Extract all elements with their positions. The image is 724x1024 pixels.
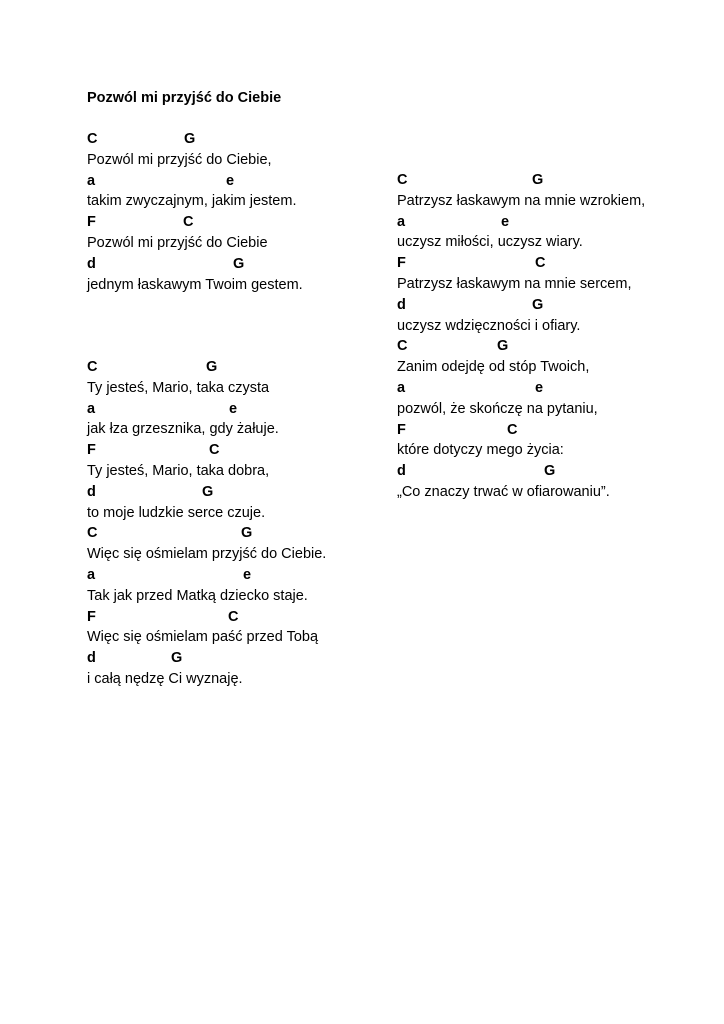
chord-line [397, 420, 645, 441]
lyric-text: Patrzysz łaskawym na mnie wzrokiem, [397, 192, 646, 209]
lyric-text: Więc się ośmielam przyjść do Ciebie. [87, 546, 327, 563]
lyric-line [87, 378, 326, 399]
chord: G [241, 525, 253, 542]
lyric-line [397, 399, 645, 420]
chord: e [229, 400, 238, 417]
lyric-text: Zanim odejdę od stóp Twoich, [397, 359, 590, 376]
chord-line [87, 440, 326, 461]
chord: G [233, 255, 245, 272]
chord: C [87, 131, 98, 147]
chord: e [226, 172, 235, 189]
lyric-line [397, 357, 645, 378]
chord-line [87, 607, 326, 628]
chord-line [397, 461, 645, 482]
chord: d [87, 255, 96, 272]
lyric-text: Pozwól mi przyjść do Ciebie [87, 234, 268, 251]
chord: a [87, 566, 96, 583]
chord: F [397, 421, 406, 438]
chord: a [87, 172, 96, 189]
lyric-line [87, 503, 326, 524]
lyric-text: to moje ludzkie serce czuje. [87, 504, 266, 521]
chord-line [397, 212, 645, 233]
chord-line [87, 212, 303, 233]
lyric-text: i całą nędzę Ci wyznaję. [87, 670, 243, 687]
chord-line [87, 171, 303, 192]
lyric-line [87, 586, 326, 607]
chord: d [87, 483, 96, 500]
lyric-text: jak łza grzesznika, gdy żałuje. [87, 421, 279, 438]
chord: C [507, 421, 518, 438]
lyric-text: uczysz miłości, uczysz wiary. [397, 234, 583, 251]
lyric-line [87, 233, 303, 254]
verse-2 [87, 357, 326, 690]
lyric-line [87, 627, 326, 648]
chord-line [87, 565, 326, 586]
chord: F [87, 214, 96, 231]
lyric-text: takim zwyczajnym, jakim jestem. [87, 193, 297, 210]
lyric-text: Pozwól mi przyjść do Ciebie, [87, 151, 272, 168]
song-title: Pozwól mi przyjść do Ciebie [87, 90, 282, 106]
chord-line [87, 254, 303, 275]
chord: C [87, 525, 98, 542]
chord: a [87, 400, 96, 417]
chord: C [228, 608, 239, 625]
lyric-line [87, 150, 303, 171]
chord-line [87, 399, 326, 420]
chord: e [535, 379, 544, 396]
lyric-text: jednym łaskawym Twoim gestem. [87, 276, 303, 293]
chord: G [171, 650, 183, 667]
lyric-line [397, 316, 645, 337]
lyric-line [397, 274, 645, 295]
lyric-text: Więc się ośmielam paść przed Tobą [87, 629, 319, 646]
chord: C [397, 338, 408, 355]
chord: G [544, 463, 556, 480]
lyric-text: Patrzysz łaskawym na mnie sercem, [397, 275, 632, 292]
lyric-text: które dotyczy mego życia: [397, 442, 564, 459]
chord-line [397, 336, 645, 357]
chord: d [397, 296, 406, 313]
lyric-text: Ty jesteś, Mario, taka dobra, [87, 462, 270, 479]
chord: d [397, 463, 406, 480]
lyric-line [397, 482, 645, 503]
chord: G [497, 338, 509, 355]
lyric-text: pozwól, że skończę na pytaniu, [397, 400, 598, 417]
chord: C [209, 442, 220, 459]
lyric-line [87, 419, 326, 440]
chord: e [243, 566, 252, 583]
lyric-line [87, 669, 326, 690]
lyric-line [397, 440, 645, 461]
lyric-line [87, 275, 303, 296]
chord-line [87, 523, 326, 544]
lyric-line [397, 232, 645, 253]
chord: F [87, 608, 96, 625]
chord-line [87, 648, 326, 669]
chord: C [397, 172, 408, 188]
chord: e [501, 213, 510, 230]
lyric-line [397, 191, 645, 212]
lyric-text: Tak jak przed Matką dziecko staje. [87, 587, 308, 604]
lyric-line [87, 461, 326, 482]
chord-line [87, 129, 303, 150]
chord-line [87, 482, 326, 503]
lyric-text: Ty jesteś, Mario, taka czysta [87, 379, 270, 396]
chord: G [532, 172, 544, 188]
lyric-line [87, 191, 303, 212]
chord: a [397, 379, 406, 396]
lyric-text: „Co znaczy trwać w ofiarowaniu”. [397, 483, 610, 500]
chord-line [397, 295, 645, 316]
lyric-line [87, 544, 326, 565]
chord: G [532, 296, 544, 313]
lyric-text: uczysz wdzięczności i ofiary. [397, 317, 581, 334]
chord: C [535, 255, 546, 272]
chord: G [202, 483, 214, 500]
verse-1 [87, 129, 303, 295]
chord-line [397, 253, 645, 274]
chord: G [206, 359, 218, 375]
chord: F [397, 255, 406, 272]
chord: F [87, 442, 96, 459]
chord-line [397, 378, 645, 399]
chord: d [87, 650, 96, 667]
verse-3 [397, 170, 645, 503]
chord: G [184, 131, 196, 147]
chord: C [87, 359, 98, 375]
chord: a [397, 213, 406, 230]
chord: C [183, 214, 194, 231]
chord-line [87, 357, 326, 378]
chord-line [397, 170, 645, 191]
